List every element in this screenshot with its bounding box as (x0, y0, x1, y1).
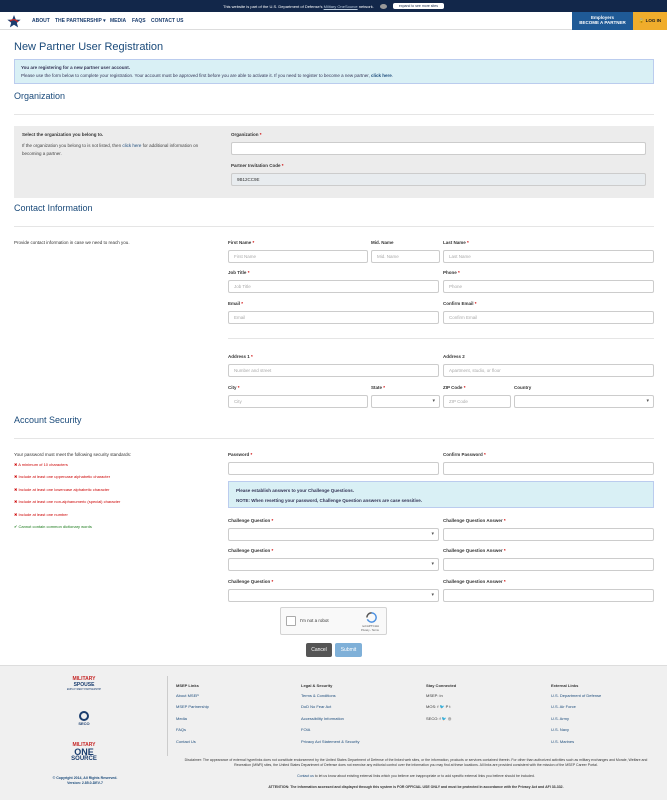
email-input[interactable]: Email (228, 311, 439, 324)
become-partner-button[interactable] (572, 12, 633, 30)
address1-label-text: Address 1 (228, 354, 250, 359)
network-flag-icon (380, 4, 387, 9)
pw-rule-min-length: ✖ A minimum of 10 characters (14, 462, 68, 467)
nav-media[interactable]: MEDIA (110, 18, 127, 24)
msep-social-links[interactable]: MSEP: in (426, 693, 443, 698)
challenge-question-3-label (228, 579, 273, 584)
required-marker: * (247, 270, 250, 275)
account-security-title: Account Security (14, 415, 82, 425)
foia-link[interactable]: FOIA (301, 727, 311, 732)
submit-button[interactable]: Submit (335, 643, 362, 657)
phone-input[interactable]: Phone (443, 280, 654, 293)
required-marker: * (463, 385, 466, 390)
required-marker: * (271, 518, 274, 523)
seco-social-links[interactable]: SECO: f 🐦 ◎ (426, 716, 452, 721)
challenge-answer-1-label (443, 518, 506, 523)
copyright-line: © Copyright 2014, All Rights Reserved. (52, 776, 118, 780)
msep-logo-line2: SPOUSE (73, 682, 95, 688)
required-marker: * (484, 452, 486, 457)
password-label (228, 452, 252, 457)
required-marker: * (237, 385, 240, 390)
pw-rule-special: ✖ Include at least one non-alphanumeric (special) character (14, 499, 121, 504)
organization-panel (14, 126, 654, 198)
required-marker: * (383, 385, 386, 390)
required-marker: * (281, 163, 284, 168)
challenge-question-label-text: Challenge Question (228, 548, 271, 553)
recaptcha-checkbox[interactable] (286, 616, 296, 626)
msep-logo-line3: EMPLOYMENT PARTNERSHIP (66, 688, 102, 691)
address2-label: Address 2 (443, 354, 465, 359)
invitation-code-label (231, 163, 284, 168)
recaptcha-logo-icon (366, 612, 377, 623)
air-force-link[interactable]: U.S. Air Force (551, 704, 576, 709)
confirm-password-label-text: Confirm Password (443, 452, 483, 457)
challenge-answer-label-text: Challenge Question Answer (443, 548, 503, 553)
phone-label-text: Phone (443, 270, 457, 275)
required-marker: * (250, 452, 253, 457)
challenge-question-2-label (228, 548, 273, 553)
required-marker: * (251, 354, 253, 359)
required-marker: * (503, 579, 506, 584)
pw-rule-lowercase: ✖ Include at least one lowercase alphabetic character (14, 487, 110, 492)
page-title: New Partner User Registration (14, 41, 164, 53)
confirm-email-label-text: Confirm Email (443, 301, 474, 306)
job-title-label (228, 270, 249, 275)
state-label (371, 385, 385, 390)
mid-name-input[interactable]: Mid. Name (371, 250, 440, 263)
required-marker: * (241, 301, 244, 306)
marines-link[interactable]: U.S. Marines (551, 739, 575, 744)
registration-info-box (14, 59, 654, 84)
challenge-question-label-text: Challenge Question (228, 518, 271, 523)
invitation-code-label-text: Partner Invitation Code (231, 163, 281, 168)
confirm-email-input[interactable]: Confirm Email (443, 311, 654, 324)
organization-label-text: Organization (231, 132, 259, 137)
country-select[interactable] (514, 395, 654, 408)
msep-footer-logo[interactable] (64, 676, 104, 691)
external-links-title: External Links (551, 683, 579, 688)
pw-rule-dictionary: ✔ Cannot contain common dictionary words (14, 524, 92, 529)
footer-media-link[interactable]: Media (176, 716, 187, 721)
city-label (228, 385, 240, 390)
zip-input[interactable]: ZIP Code (443, 395, 511, 408)
contact-description: Provide contact information in case we need to reach you. (14, 240, 130, 245)
army-link[interactable]: U.S. Army (551, 716, 570, 721)
password-input[interactable] (228, 462, 439, 475)
challenge-note-line2: NOTE: When resetting your password, Challenge Question answers are case sensitive. (236, 498, 423, 503)
footer-contact-link[interactable]: Contact us (297, 774, 314, 778)
challenge-question-1-label (228, 518, 273, 523)
organization-label (231, 132, 262, 137)
gov-banner-text: This website is part of the U.S. Department of Defense's (223, 3, 323, 9)
challenge-question-3-select[interactable] (228, 589, 439, 602)
divider (14, 438, 654, 439)
military-onesource-logo[interactable] (64, 742, 104, 763)
become-partner-link[interactable]: click here (370, 73, 392, 78)
challenge-note (228, 481, 654, 508)
address1-input[interactable]: Number and street (228, 364, 439, 377)
challenge-answer-label-text: Challenge Question Answer (443, 579, 503, 584)
info-line2: Please use the form below to complete your registration. Your account must be approved first before you are able to activate it. If you need to register to become a new partner, (21, 73, 370, 78)
state-select[interactable] (371, 395, 440, 408)
mos-social-links[interactable]: MOS: f 🐦 P t (426, 704, 451, 709)
footer-divider (167, 676, 168, 756)
last-name-label-text: Last Name (443, 240, 466, 245)
dod-link[interactable]: U.S. Department of Defense (551, 693, 602, 698)
nav-faqs[interactable]: FAQS (132, 18, 146, 24)
footer-msep-partnership-link[interactable]: MSEP Partnership (176, 704, 209, 709)
cancel-button[interactable]: Cancel (306, 643, 332, 657)
last-name-label (443, 240, 469, 245)
first-name-label (228, 240, 254, 245)
msep-links-title: MSEP Links (176, 683, 199, 688)
email-label-text: Email (228, 301, 241, 306)
select-org-label: Select the organization you belong to. (22, 132, 104, 137)
contact-title: Contact Information (14, 203, 93, 213)
msep-star-logo-icon[interactable] (7, 15, 21, 28)
confirm-password-label (443, 452, 486, 457)
zip-label-text: ZIP Code (443, 385, 463, 390)
password-label-text: Password (228, 452, 250, 457)
state-label-text: State (371, 385, 383, 390)
mid-name-label: Mid. Name (371, 240, 394, 245)
challenge-answer-3-input[interactable] (443, 589, 654, 602)
pw-rule-uppercase: ✖ Include at least one uppercase alphabetic character (14, 474, 111, 479)
info-line2-end: . (391, 73, 393, 78)
navy-link[interactable]: U.S. Navy (551, 727, 570, 732)
mos-logo-line3: SOURCE (71, 756, 97, 762)
become-partner-label: BECOME A PARTNER (579, 20, 626, 25)
challenge-question-label-text: Challenge Question (228, 579, 271, 584)
challenge-answer-1-input[interactable] (443, 528, 654, 541)
required-marker: * (474, 301, 477, 306)
contact-external-text (178, 774, 654, 779)
organization-input[interactable] (231, 142, 646, 155)
no-fear-act-link[interactable]: DoD No Fear Act (301, 704, 332, 709)
attention-text: ATTENTION: The information accessed and displayed through this system is FOR OFFICIAL USE ONLY and must be protected in accordance with the Privacy Act and AFI 33-332. (268, 785, 564, 789)
challenge-answer-label-text: Challenge Question Answer (443, 518, 503, 523)
login-button[interactable]: 🔒 LOG IN (633, 12, 667, 30)
mos-logo-line2: ONE (74, 747, 94, 757)
recaptcha-widget (280, 607, 387, 635)
org-help-link[interactable]: click here (122, 143, 142, 148)
seco-logo[interactable] (70, 711, 98, 729)
nav-contact-us[interactable]: CONTACT US (151, 18, 184, 24)
required-marker: * (467, 240, 469, 245)
footer-contact-us-link[interactable]: Contact Us (176, 739, 196, 744)
required-marker: * (252, 240, 255, 245)
copyright-text (40, 776, 130, 786)
zip-label (443, 385, 465, 390)
required-marker: * (458, 270, 460, 275)
footer-faqs-link[interactable]: FAQs (176, 727, 187, 732)
organization-title: Organization (14, 91, 66, 101)
divider (14, 114, 654, 115)
version-line: Version: 2.85.0-DEV-7 (67, 781, 103, 785)
challenge-answer-2-input[interactable] (443, 558, 654, 571)
org-help-text (22, 142, 212, 158)
stay-connected-title: Stay Connected (426, 683, 457, 688)
divider (228, 338, 654, 339)
required-marker: * (259, 132, 262, 137)
city-input[interactable]: City (228, 395, 368, 408)
terms-conditions-link[interactable]: Terms & Conditions (301, 693, 336, 698)
challenge-question-2-select[interactable] (228, 558, 439, 571)
address1-label (228, 354, 253, 359)
challenge-note-line1: Please establish answers to your Challenge Questions. (236, 488, 355, 493)
info-line2-wrap (21, 72, 647, 80)
job-title-input[interactable]: Job Title (228, 280, 439, 293)
job-title-label-text: Job Title (228, 270, 247, 275)
legal-security-title: Legal & Security (301, 683, 333, 688)
required-marker: * (503, 518, 506, 523)
privacy-act-link[interactable]: Privacy Act Statement & Security (301, 739, 360, 744)
gov-banner-text-end: network. (358, 3, 374, 9)
org-help-after: for additional information on becoming a partner. (22, 143, 199, 156)
gov-banner (0, 0, 667, 12)
info-line1: You are registering for a new partner user account. (21, 65, 130, 70)
address2-input[interactable]: Apartment, studio, or floor (443, 364, 654, 377)
pw-rule-number: ✖ Include at least one number (14, 512, 68, 517)
challenge-question-1-select[interactable] (228, 528, 439, 541)
email-label (228, 301, 243, 306)
city-label-text: City (228, 385, 237, 390)
footer-about-msep-link[interactable]: About MSEP (176, 693, 199, 698)
expand-sites-button[interactable]: expand to see more sites (393, 3, 444, 9)
msep-logo-line1: MILITARY (72, 676, 96, 682)
first-name-input[interactable]: First Name (228, 250, 368, 263)
top-nav (0, 12, 667, 30)
footer (0, 665, 667, 800)
org-help-before: If the organization you belong to is not listed, then (22, 143, 122, 148)
password-standards-text: Your password must meet the following security standards: (14, 452, 132, 457)
required-marker: * (503, 548, 506, 553)
nav-about[interactable]: ABOUT (32, 18, 50, 24)
military-onesource-link[interactable]: Military OneSource (323, 3, 358, 9)
recaptcha-terms[interactable]: Privacy - Terms (361, 629, 379, 632)
last-name-input[interactable]: Last Name (443, 250, 654, 263)
contact-external-body: to let us know about existing external links which you believe are inappropriate or to add specific external links you believe should be included. (314, 774, 535, 778)
required-marker: * (271, 579, 274, 584)
recaptcha-label: I'm not a robot (300, 618, 329, 623)
challenge-answer-3-label (443, 579, 506, 584)
country-label: Country (514, 385, 532, 390)
nav-the-partnership[interactable]: THE PARTNERSHIP ▾ (55, 18, 106, 24)
confirm-password-input[interactable] (443, 462, 654, 475)
phone-label (443, 270, 460, 275)
challenge-answer-2-label (443, 548, 506, 553)
seco-logo-icon (79, 711, 89, 721)
first-name-label-text: First Name (228, 240, 252, 245)
recaptcha-brand: reCAPTCHA (362, 624, 380, 628)
seco-logo-text: SECO (78, 721, 90, 726)
invitation-code-input[interactable]: 9B12CC9E (231, 173, 646, 186)
divider (14, 226, 654, 227)
mos-logo-line1: MILITARY (72, 742, 96, 748)
confirm-email-label (443, 301, 477, 306)
accessibility-link[interactable]: Accessibility Information (301, 716, 344, 721)
required-marker: * (271, 548, 274, 553)
employers-label: Employers (590, 15, 614, 20)
disclaimer-text: Disclaimer: The appearance of external hyperlinks does not constitute endorsement by the United States Department of Defense of the linked web sites, or the information, products or services contained therein. For other than authorized activities such as military exchanges and Morale, Welfare and Recreation (MWR) sites, the United States Department of Defense does not exercise any editorial control over the information you may find at these locations. All links are provided consistent with the mission of the MSEP Career Portal. (184, 758, 648, 767)
